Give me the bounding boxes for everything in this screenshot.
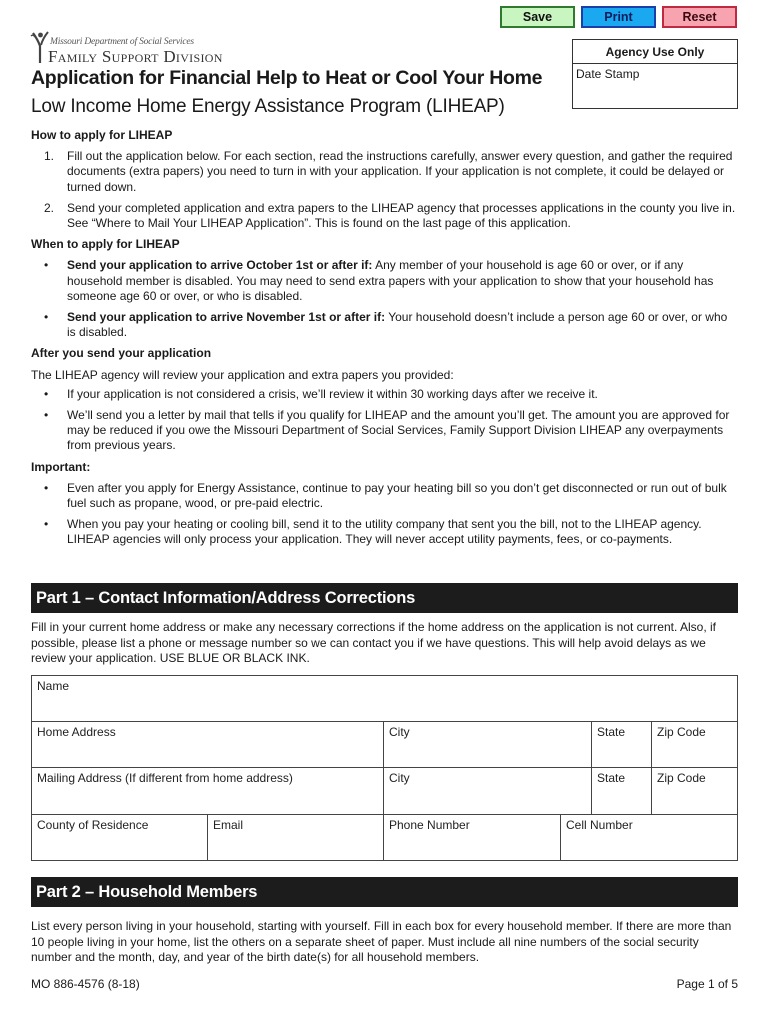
item-text: Any member of your household is age 60 or over, or if any household member is disabled. You may need to send extra papers with your application to show that your household has someone age 60 or over, or who is disabled. [67, 258, 714, 303]
logo-title: Family Support Division [48, 47, 223, 66]
step-text: Send your completed application and extra papers to the LIHEAP agency that processes applications in the county you live in. See “Where to Mail Your LIHEAP Application”. This is found on the last page of this application. [67, 200, 736, 231]
mailing-zip-field[interactable]: Zip Code [652, 768, 737, 815]
how-to-apply-heading: How to apply for LIHEAP [31, 128, 173, 142]
name-field[interactable]: Name [32, 676, 737, 722]
list-item [31, 517, 738, 547]
when-to-apply-list [31, 258, 738, 340]
step-item [31, 201, 738, 231]
bullet-icon: • [44, 517, 49, 532]
page-number: Page 1 of 5 [676, 977, 738, 991]
after-send-list [31, 387, 738, 454]
list-item [31, 258, 738, 304]
county-field[interactable]: County of Residence [32, 815, 208, 860]
item-text: If your application is not considered a crisis, we’ll review it within 30 working days after we receive it. [67, 386, 598, 401]
step-number: 2. [44, 200, 55, 215]
mailing-city-field[interactable]: City [384, 768, 592, 815]
logo-subtitle: Missouri Department of Social Services [50, 37, 194, 47]
agency-use-box [572, 39, 738, 109]
after-send-heading: After you send your application [31, 346, 212, 361]
step-item [31, 149, 738, 195]
step-number: 1. [44, 149, 55, 164]
important-heading: Important: [31, 459, 91, 474]
bullet-icon: • [44, 480, 49, 495]
list-item [31, 387, 738, 402]
home-address-field[interactable]: Home Address [32, 722, 384, 768]
bullet-icon: • [44, 310, 49, 325]
how-to-apply-steps [31, 149, 738, 231]
phone-field[interactable]: Phone Number [384, 815, 561, 860]
list-item [31, 408, 738, 454]
after-send-intro: The LIHEAP agency will review your application and extra papers you provided: [31, 367, 454, 382]
list-item [31, 310, 738, 340]
home-city-field[interactable]: City [384, 722, 592, 768]
step-text: Fill out the application below. For each section, read the instructions carefully, answer every question, and gather the required documents (extra papers) you need to turn in with your application. If your application is not complete, it could be delayed or turned down. [67, 149, 733, 194]
page-subtitle: Low Income Home Energy Assistance Program (LIHEAP) [31, 96, 505, 117]
when-to-apply-heading: When to apply for LIHEAP [31, 237, 180, 252]
save-button[interactable]: Save [500, 6, 575, 28]
cell-number-field[interactable]: Cell Number [566, 818, 633, 832]
item-text: When you pay your heating or cooling bill, send it to the utility company that sent you the bill, not to the LIHEAP agency. LIHEAP agencies will only process your application. They will never accept utility payments, fees, or co-payments. [67, 517, 702, 547]
home-zip-field[interactable]: Zip Code [652, 722, 737, 768]
reset-button[interactable]: Reset [662, 6, 737, 28]
list-item [31, 481, 738, 511]
item-text: Even after you apply for Energy Assistance, continue to pay your heating bill so you don’t get disconnected or run out of bulk fuel such as propane, wood, or pre-paid electric. [67, 480, 727, 511]
email-field[interactable]: Email [208, 815, 384, 860]
agency-use-heading: Agency Use Only [573, 40, 737, 64]
part2-instructions: List every person living in your household, starting with yourself. Fill in each box for every household member. If there are more than 10 people living in your home, list the others on a separate sheet of paper. Must include all nine numbers of the social security number and the month, day, and year of the birth date(s) for all household members. [31, 919, 732, 964]
page-title: Application for Financial Help to Heat or Cool Your Home [31, 67, 543, 89]
part2-header: Part 2 – Household Members [31, 877, 738, 907]
bullet-icon: • [44, 386, 49, 401]
item-bold-lead: Send your application to arrive November 1st or after if: [67, 310, 386, 325]
mailing-address-field[interactable]: Mailing Address (If different from home address) [32, 768, 384, 815]
item-text: Your household doesn’t include a person age 60 or over, or who is disabled. [67, 310, 728, 340]
bullet-icon: • [44, 408, 49, 423]
important-list [31, 481, 738, 548]
print-button[interactable]: Print [581, 6, 656, 28]
part1-header: Part 1 – Contact Information/Address Corrections [31, 583, 738, 613]
form-number: MO 886-4576 (8-18) [31, 977, 140, 991]
mailing-state-field[interactable]: State [592, 768, 652, 815]
home-state-field[interactable]: State [592, 722, 652, 768]
instructions-content [31, 128, 738, 554]
date-stamp-field[interactable]: Date Stamp [576, 67, 640, 81]
item-bold-lead: Send your application to arrive October 1st or after if: [67, 258, 373, 273]
fsd-logo [30, 30, 270, 66]
item-text: We’ll send you a letter by mail that tells if you qualify for LIHEAP and the amount you’ll get. The amount you are approved for may be reduced if you owe the Missouri Department of Social Services, Family Support Division LIHEAP any overpayments from previous years. [67, 408, 730, 453]
bullet-icon: • [44, 258, 49, 273]
contact-info-form [31, 675, 738, 861]
part1-instructions: Fill in your current home address or make any necessary corrections if the home address on the application is not current. Also, if possible, please list a phone or message number so we can contact you if we have questions. This will help avoid delays as we review your application. USE BLUE OR BLACK INK. [31, 620, 716, 665]
